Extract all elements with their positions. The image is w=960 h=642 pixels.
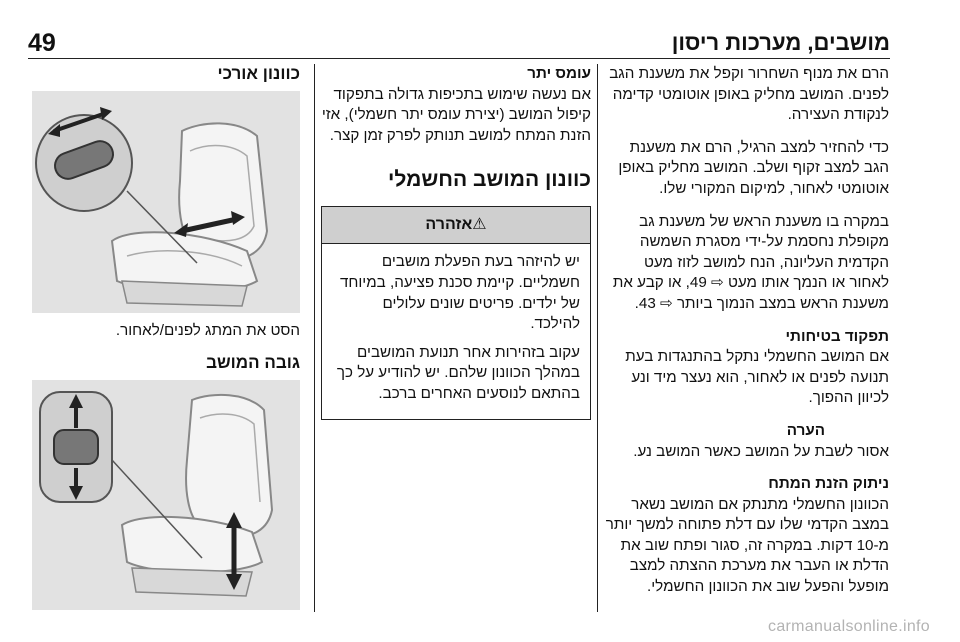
watermark: carmanualsonline.info — [768, 618, 930, 635]
warning-text: עקוב בזהירות אחר תנועת המושבים במהלך הכוונון שלהם. יש להודיע על כך בהתאם לנוסעים האחרים ברכב. — [336, 343, 580, 402]
warning-text: יש להיזהר בעת הפעלת מושבים חשמליים. קיימת סכנת פציעה, במיוחד של ילדים. פריטים שונים עלולים להילכד. — [339, 253, 580, 333]
page-number: 49 — [28, 29, 56, 57]
warning-header — [322, 207, 590, 244]
paragraph: במקרה בו משענת הראש של משענת גב מקופלת נחסמת על-ידי מסגרת השמשה הקדמית העליונה, הנח למושב לזוז מעט לאחור או הנמך אותו מעט ⇨ 49, או קבע את משענת הראש במצב הנמוך ביותר ⇨ 43. — [612, 212, 889, 312]
warning-box — [321, 206, 591, 419]
seat-icon — [32, 91, 300, 313]
seat-height-illustration — [32, 380, 300, 610]
page-header — [28, 28, 890, 59]
warning-body — [322, 244, 590, 418]
seat-longitudinal-illustration — [32, 91, 300, 313]
warning-icon: ⚠ — [472, 216, 487, 234]
paragraph: כדי להחזיר למצב הרגיל, הרם את משענת הגב למצב זקוף ושלב. המושב מחליק באופן אוטומטי לאחור, למיקום המקורי שלו. — [618, 138, 889, 197]
warning-title: אזהרה — [425, 216, 473, 234]
longitudinal-adjust-heading: כוונון אורכי — [217, 64, 300, 83]
illustration-caption: הסט את המתג לפנים/לאחור. — [115, 321, 300, 339]
note-title: הערה — [786, 421, 825, 439]
left-column — [28, 64, 300, 618]
middle-column — [321, 64, 591, 420]
column-divider — [597, 64, 598, 612]
right-column — [603, 64, 889, 610]
paragraph: אם נעשה שימוש בתכיפות גדולה בתפקוד קיפול המושב (יצירת עומס יתר חשמלי), אזי הזנת המתח למושב תנותק לפרק זמן קצר. — [321, 85, 591, 144]
seat-height-heading: גובה המושב — [206, 353, 300, 373]
column-divider — [314, 64, 315, 612]
paragraph: אם המושב החשמלי נתקל בהתנגדות בעת תנועה לפנים או לאחור, הוא נעצר מיד ונע לכיוון ההפוך. — [625, 348, 889, 407]
section-heading: כוונון המושב החשמלי — [387, 168, 591, 192]
page-title: מושבים, מערכות ריסון — [671, 30, 890, 55]
safety-function-heading: תפקוד בטיחותי — [785, 327, 889, 345]
seat-height-icon — [32, 380, 300, 610]
paragraph: הרם את מנוף השחרור וקפל את משענת הגב לפנים. המושב מחליק באופן אוטומטי קדימה לנקודת העצירה. — [609, 65, 889, 124]
power-cut-heading: ניתוק הזנת המתח — [768, 475, 889, 493]
overload-heading: עומס יתר — [527, 65, 591, 82]
paragraph: הכוונון החשמלי מתנתק אם המושב נשאר במצב הקדמי שלו עם דלת פתוחה למשך יותר מ-10 דקות. במקרה זה, סגור ופתח שוב את הדלת או העבר את מערכת ההצתה למצב מופעל והפעל שוב את הכוונון החשמלי. — [605, 495, 889, 596]
note-text: אסור לשבת על המושב כאשר המושב נע. — [633, 442, 889, 460]
